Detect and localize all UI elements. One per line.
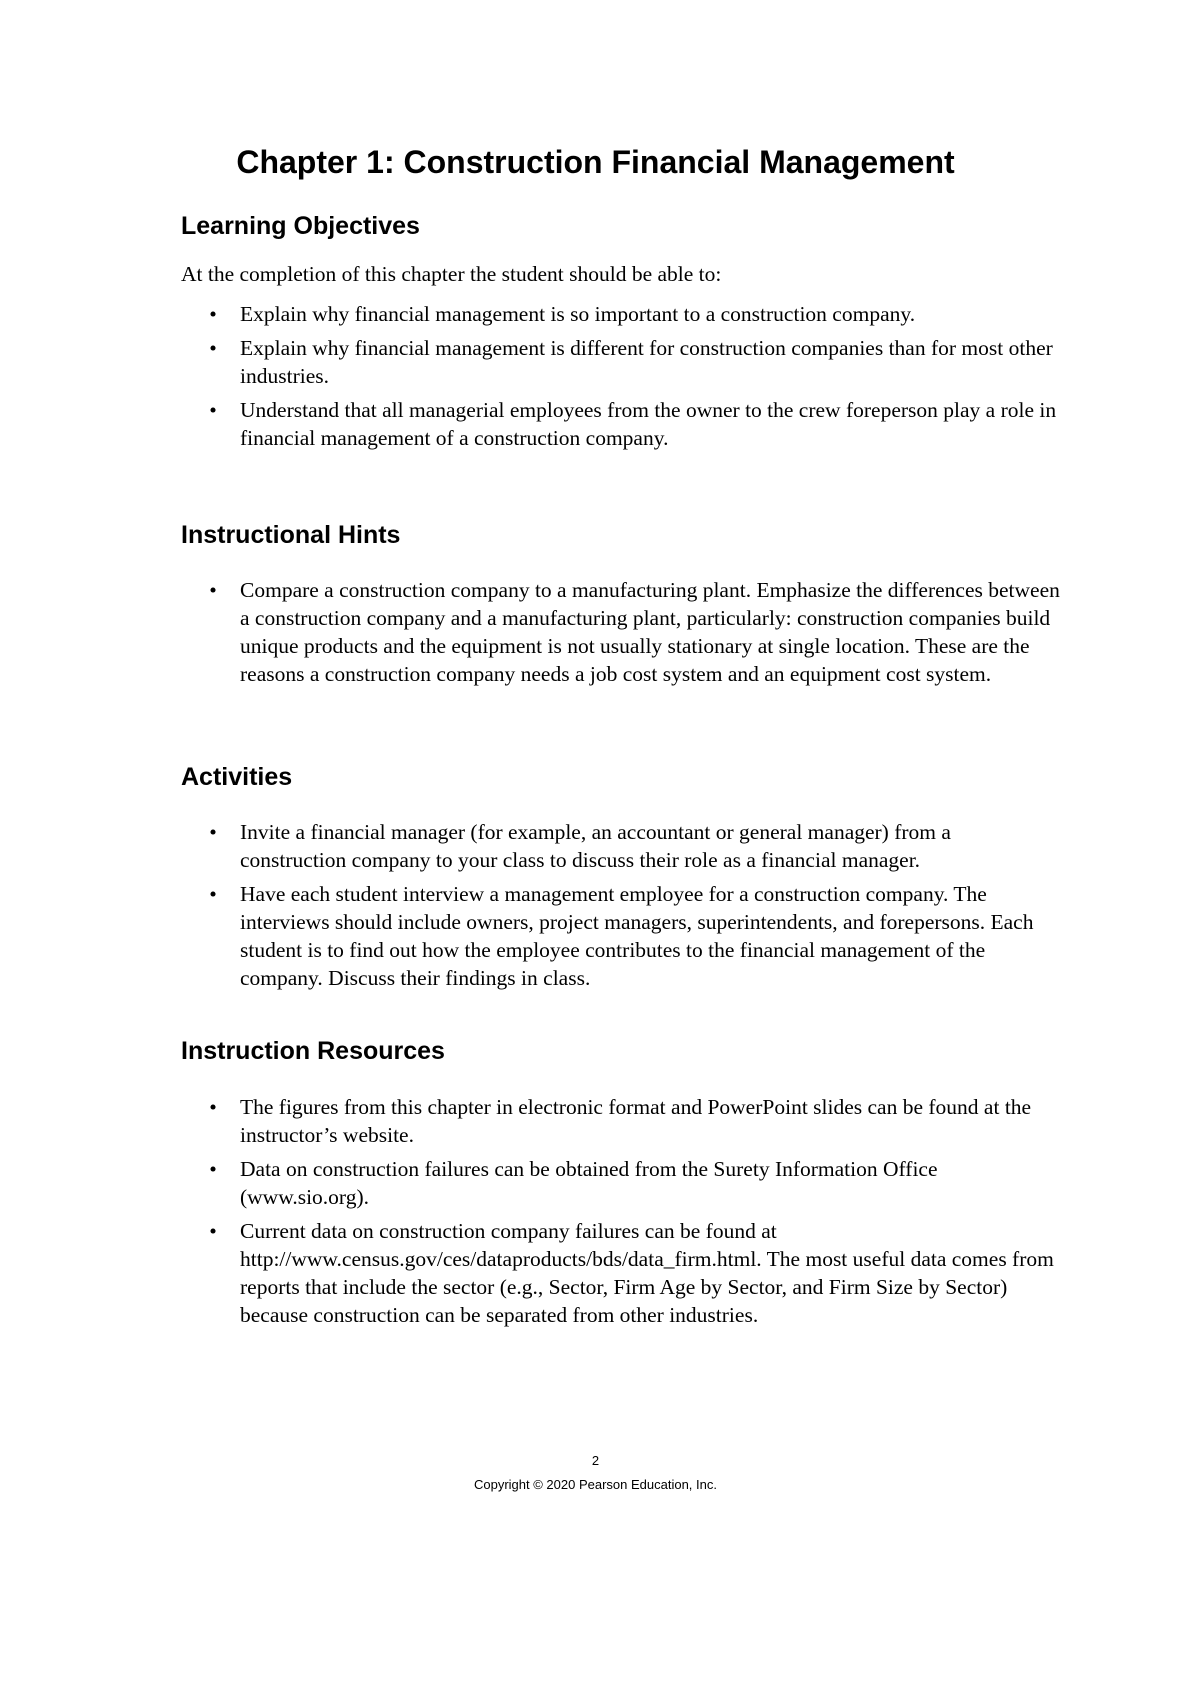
bullet-icon: • xyxy=(209,578,217,602)
bullet-icon: • xyxy=(209,1157,217,1181)
list-item xyxy=(0,880,1191,992)
list-item xyxy=(0,396,1191,452)
bullet-icon: • xyxy=(209,1219,217,1243)
list-item xyxy=(0,334,1191,390)
list-item xyxy=(0,1093,1191,1149)
instructional-hints-list xyxy=(0,576,1191,694)
bullet-icon: • xyxy=(209,398,217,422)
list-item-text: Understand that all managerial employees from the owner to the crew foreperson play a role in financial management of a construction company. xyxy=(240,398,1057,450)
list-item-text: Compare a construction company to a manufacturing plant. Emphasize the differences between a construction company and a manufacturing plant, particularly: construction companies build unique products and the equipment is not usually stationary at single location. These are the reasons a construction company needs a job cost system and an equipment cost system. xyxy=(240,578,1060,686)
instruction-resources-list xyxy=(0,1093,1191,1335)
list-item xyxy=(0,1155,1191,1211)
list-item-text: Data on construction failures can be obtained from the Surety Information Office (www.sio.org). xyxy=(240,1157,938,1209)
list-item xyxy=(0,576,1191,688)
bullet-icon: • xyxy=(209,302,217,326)
chapter-title: Chapter 1: Construction Financial Management xyxy=(236,144,955,180)
instructional-hints-heading: Instructional Hints xyxy=(181,521,401,549)
list-item-text: The figures from this chapter in electronic format and PowerPoint slides can be found at the instructor’s website. xyxy=(240,1095,1032,1147)
learning-objectives-list xyxy=(0,300,1191,458)
instruction-resources-heading: Instruction Resources xyxy=(181,1037,445,1065)
list-item xyxy=(0,300,1191,328)
learning-objectives-intro: At the completion of this chapter the student should be able to: xyxy=(181,262,722,286)
learning-objectives-heading: Learning Objectives xyxy=(181,212,420,240)
copyright-notice: Copyright © 2020 Pearson Education, Inc. xyxy=(473,1477,717,1492)
page-number: 2 xyxy=(591,1453,600,1468)
list-item xyxy=(0,1217,1191,1329)
list-item-text: Current data on construction company failures can be found at http://www.census.gov/ces/dataproducts/bds/data_firm.html. The most useful data comes from reports that include the sector (e.g., Sector, Firm Age by Sector, and Firm Size by Sector) because construction can be separated from other industries. xyxy=(240,1219,1054,1327)
list-item-text: Explain why financial management is different for construction companies than for most other industries. xyxy=(240,336,1053,388)
activities-heading: Activities xyxy=(181,763,293,791)
list-item-text: Invite a financial manager (for example, an accountant or general manager) from a construction company to your class to discuss their role as a financial manager. xyxy=(240,820,951,872)
bullet-icon: • xyxy=(209,336,217,360)
list-item-text: Have each student interview a management employee for a construction company. The interviews should include owners, project managers, superintendents, and forepersons. Each student is to find out how the employee contributes to the financial management of the company. Discuss their findings in class. xyxy=(240,882,1034,990)
list-item xyxy=(0,818,1191,874)
bullet-icon: • xyxy=(209,820,217,844)
bullet-icon: • xyxy=(209,882,217,906)
activities-list xyxy=(0,818,1191,998)
list-item-text: Explain why financial management is so important to a construction company. xyxy=(240,302,916,326)
bullet-icon: • xyxy=(209,1095,217,1119)
